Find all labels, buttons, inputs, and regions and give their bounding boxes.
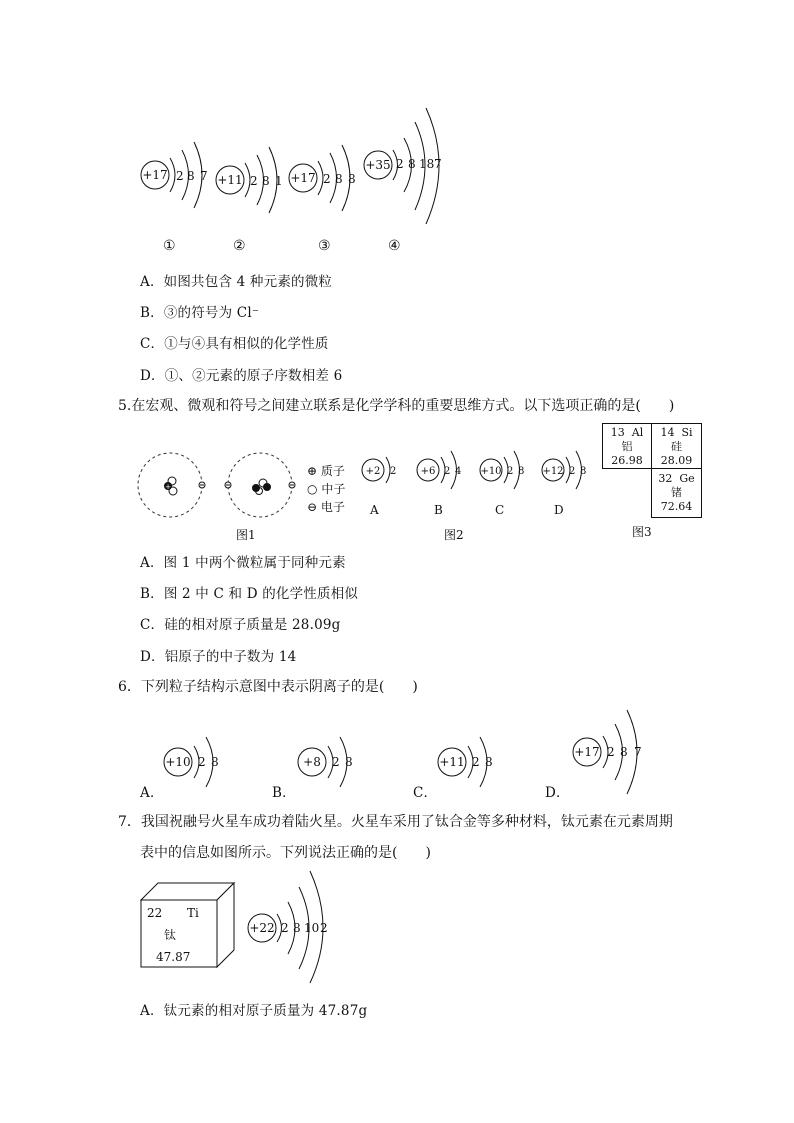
q6-diagram-b	[298, 737, 353, 787]
q4-option-a: A．如图共包含 4 种元素的微粒	[140, 274, 333, 290]
element-cell-al	[602, 423, 652, 469]
nucleus-charge: +17	[574, 745, 600, 759]
shell-count: 7	[634, 745, 642, 759]
fig1-legend-electron	[307, 498, 345, 515]
q4-diagram-1	[141, 142, 208, 208]
q4-diagram-4	[364, 108, 442, 224]
element-name: 硅	[671, 440, 682, 453]
q5-stem: 5.在宏观、微观和符号之间建立联系是化学学科的重要思维方式。以下选项正确的是( )	[118, 398, 675, 414]
fig2-letter-c: C	[495, 503, 505, 517]
shell-count: 2	[607, 745, 615, 759]
q4-mark-2: ②	[233, 238, 246, 254]
atomic-number: 13	[610, 426, 625, 439]
shell-count: 2	[444, 466, 451, 477]
nucleus-charge: +11	[217, 173, 243, 187]
q7-stem-line2: 表中的信息如图所示。下列说法正确的是( )	[140, 845, 431, 861]
shell-count: 7	[200, 169, 208, 183]
fig2-letter-a: A	[370, 503, 379, 517]
neutron-icon: ○	[307, 482, 318, 496]
legend-label: 中子	[321, 482, 346, 496]
shell-count: 2	[198, 755, 206, 769]
q5-fig3	[602, 423, 702, 518]
ti-atom-diagram	[240, 865, 340, 985]
shell-count: 2	[281, 921, 289, 935]
q4-mark-4: ④	[388, 238, 401, 254]
shell-count: 8	[262, 174, 270, 188]
fig1-legend-neutron	[307, 480, 345, 497]
fig2-diagram-b	[417, 451, 461, 489]
q7-option-a: A．钛元素的相对原子质量为 47.87g	[140, 1003, 368, 1019]
q6-letter-c: C．	[413, 785, 438, 801]
nucleus-charge: +17	[290, 171, 316, 185]
fig2-diagram-d	[542, 451, 586, 489]
shell-count: 8	[580, 466, 587, 477]
shell-count: 8	[345, 755, 353, 769]
shell-count: 8	[408, 157, 416, 171]
shell-count: 2	[332, 755, 340, 769]
nucleus-charge: +2	[365, 466, 381, 477]
nucleus-charge: +8	[303, 755, 321, 769]
q5-option-a: A．图 1 中两个微粒属于同种元素	[140, 555, 346, 571]
shell-count: 8	[348, 172, 356, 186]
shell-count: 7	[434, 157, 442, 171]
nucleus-charge: +22	[249, 921, 275, 935]
fig2-letter-d: D	[554, 503, 564, 517]
fig2-caption: 图2	[444, 528, 464, 542]
shell-count: 2	[176, 169, 184, 183]
nucleus-charge: +35	[365, 158, 391, 172]
atomic-number: 32	[658, 472, 673, 485]
atomic-mass: 26.98	[611, 454, 643, 467]
shell-count: 2	[507, 466, 514, 477]
element-symbol: Ge	[679, 472, 695, 485]
q4-diagram-2	[216, 147, 283, 213]
shell-count: 2	[323, 172, 331, 186]
nucleus-charge: +11	[439, 755, 465, 769]
shell-count: 2	[390, 466, 397, 477]
fig2-diagram-c	[480, 451, 524, 489]
fig1-atom-2	[225, 453, 295, 517]
q6-stem: 6．下列粒子结构示意图中表示阴离子的是( )	[118, 679, 418, 695]
q6-atom-diagrams	[150, 700, 650, 795]
atomic-mass: 28.09	[660, 454, 693, 467]
nucleus-charge: +10	[480, 466, 502, 477]
q5-fig1	[135, 445, 310, 530]
shell-count: 8	[211, 755, 219, 769]
q6-diagram-d	[573, 710, 642, 794]
shell-count: 2	[250, 174, 258, 188]
q5-fig2	[358, 445, 593, 505]
atomic-number: 14	[660, 426, 675, 439]
shell-count: 2	[569, 466, 576, 477]
shell-count: 18	[419, 157, 435, 171]
q6-letter-b: B．	[272, 785, 296, 801]
q4-diagram-3	[289, 145, 356, 211]
ti-symbol: Ti	[187, 906, 199, 920]
element-name: 铝	[621, 440, 633, 453]
q6-letter-a: A．	[140, 785, 164, 801]
q4-option-c: C．①与④具有相似的化学性质	[140, 336, 329, 352]
ti-cell-text	[142, 902, 214, 966]
atomic-mass: 72.64	[660, 500, 693, 513]
q5-option-d: D．铝原子的中子数为 14	[140, 649, 297, 665]
shell-count: 8	[518, 466, 525, 477]
q4-mark-1: ①	[163, 238, 176, 254]
fig1-legend-proton	[307, 462, 345, 479]
q4-atom-diagrams	[130, 100, 460, 230]
fig1-caption: 图1	[236, 528, 256, 542]
shell-count: 2	[472, 755, 480, 769]
nucleus-charge: +17	[142, 168, 168, 182]
nucleus-charge: +6	[420, 466, 436, 477]
q4-mark-3: ③	[318, 238, 331, 254]
element-name: 锗	[671, 486, 682, 499]
shell-count: 8	[620, 745, 628, 759]
element-symbol: Si	[681, 426, 693, 439]
shell-count: 8	[293, 921, 301, 935]
element-cell-ge	[651, 468, 702, 518]
proton-icon: ⊕	[307, 464, 318, 478]
q5-option-b: B．图 2 中 C 和 D 的化学性质相似	[140, 586, 359, 602]
q4-option-d: D．①、②元素的原子序数相差 6	[140, 368, 343, 384]
q6-diagram-c	[438, 737, 493, 787]
shell-count: 8	[485, 755, 493, 769]
q6-letter-d: D．	[545, 785, 570, 801]
svg-text:+: +	[165, 483, 171, 491]
fig2-diagram-a	[362, 457, 396, 483]
shell-count: 4	[455, 466, 462, 477]
fig2-letter-b: B	[434, 503, 443, 517]
ti-name: 钛	[164, 928, 177, 942]
q7-stem-line1: 7．我国祝融号火星车成功着陆火星。火星车采用了钛合金等多种材料，钛元素在元素周期	[118, 814, 673, 830]
element-cell-si	[651, 423, 702, 469]
nucleus-charge: +10	[165, 755, 191, 769]
q6-diagram-a	[164, 737, 219, 787]
shell-count: 1	[275, 174, 283, 188]
nucleus-charge: +12	[542, 466, 564, 477]
fig3-caption: 图3	[632, 525, 652, 539]
shell-count: 2	[396, 157, 404, 171]
ti-atomic-number: 22	[147, 906, 163, 920]
shell-count: 8	[187, 169, 195, 183]
electron-icon: ⊖	[307, 500, 318, 514]
legend-label: 电子	[320, 500, 345, 514]
fig1-atom-1	[138, 453, 205, 517]
shell-count: 8	[335, 172, 343, 186]
q4-option-b: B．③的符号为 Cl⁻	[140, 305, 260, 321]
ti-atomic-mass: 47.87	[156, 950, 191, 964]
legend-label: 质子	[320, 464, 345, 478]
shell-count: 10	[304, 921, 320, 935]
element-symbol: Al	[631, 426, 644, 439]
q5-option-c: C．硅的相对原子质量是 28.09g	[140, 617, 341, 633]
shell-count: 2	[320, 921, 328, 935]
